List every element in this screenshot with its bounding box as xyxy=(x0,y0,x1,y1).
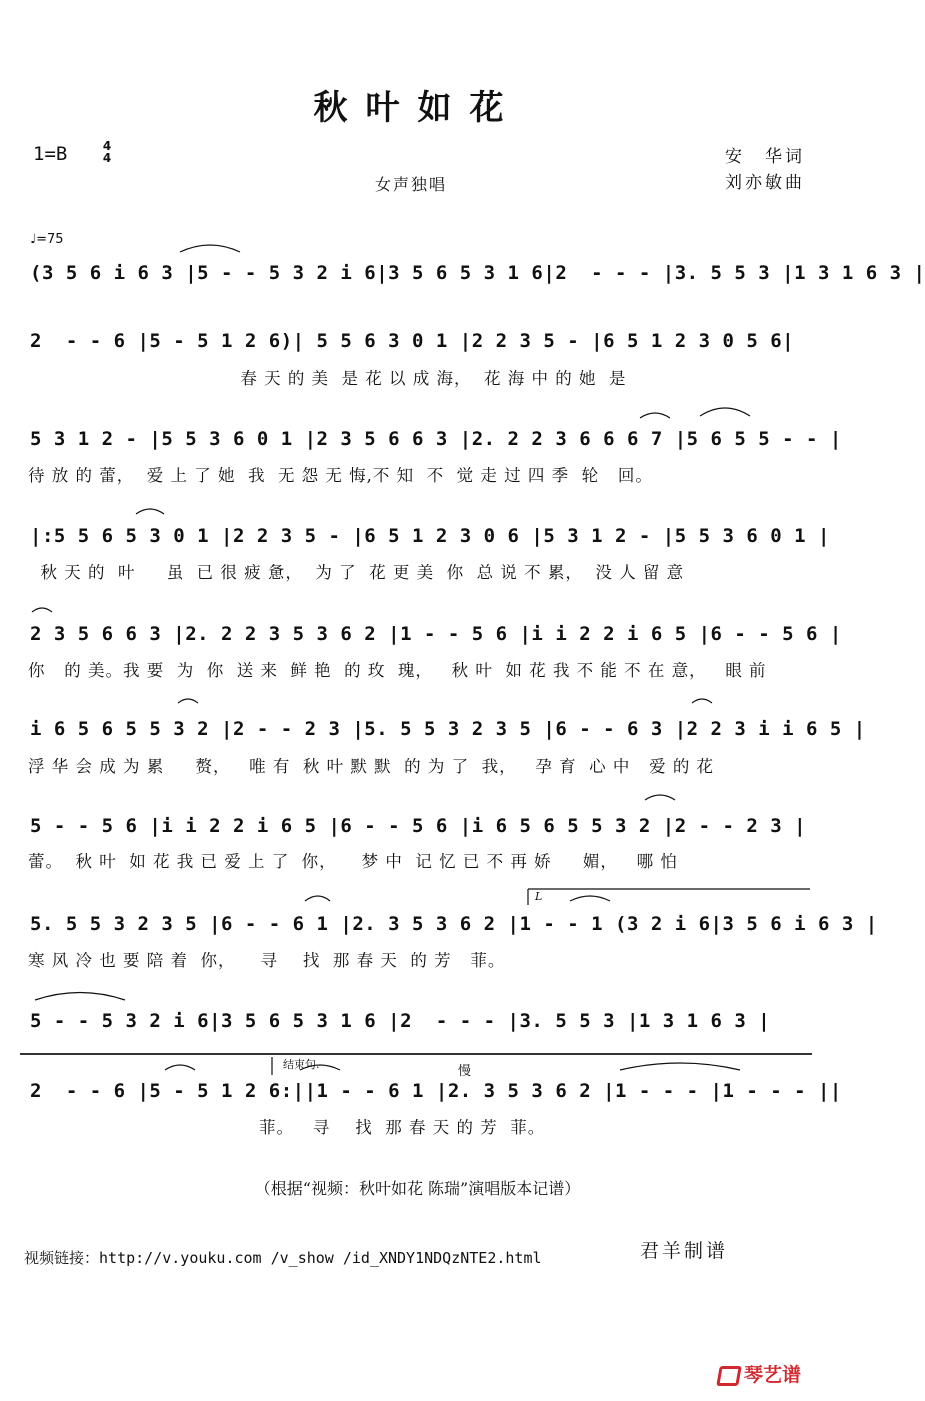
tempo-mark: ♩=75 xyxy=(30,232,64,247)
score-line-9-notes: 5 - - 5 3 2 i 6|3 5 6 5 3 1 6 |2 - - - |3. 5 5 3 |1 3 1 6 3 | xyxy=(30,1010,771,1032)
video-link-label: 视频链接： xyxy=(24,1249,100,1267)
transcription-note: （根据“视频：秋叶如花 陈瑞”演唱版本记谱） xyxy=(254,1179,581,1198)
score-line-2-notes: 2 - - 6 |5 - 5 1 2 6)| 5 5 6 3 0 1 |2 2 3 5 - |6 5 1 2 3 0 5 6| xyxy=(30,330,795,352)
ending-label: 结束句. xyxy=(283,1058,320,1071)
time-signature-bottom: 4 xyxy=(102,151,112,165)
score-line-6-lyrics: 浮 华 会 成 为 累 赘， 唯 有 秋 叶 默 默 的 为 了 我， 孕 育 心 中 爱 的 花 xyxy=(28,757,715,776)
page-title: 秋叶如花 xyxy=(313,88,522,128)
score-line-4-lyrics: 秋 天 的 叶 虽 已 很 疲 惫， 为 了 花 更 美 你 总 说 不 累， 没 人 留 意 xyxy=(28,563,685,582)
logo-text: 琴艺谱 xyxy=(744,1364,802,1386)
score-line-7-notes: 5 - - 5 6 |i i 2 2 i 6 5 |6 - - 5 6 |i 6 5 6 5 5 3 2 |2 - - 2 3 | xyxy=(30,815,807,837)
score-line-5-lyrics: 你 的 美。我 要 为 你 送 来 鲜 艳 的 玫 瑰， 秋 叶 如 花 我 不 能 不 在 意， 眼 前 xyxy=(28,661,767,680)
score-line-8-lyrics: 寒 风 冷 也 要 陪 着 你， 寻 找 那 春 天 的 芳 菲。 xyxy=(28,951,506,970)
composer: 刘亦敏曲 xyxy=(725,173,805,193)
transcriber-signature: 君羊制谱 xyxy=(640,1240,729,1262)
key-signature: 1=B xyxy=(33,143,68,165)
site-logo[interactable] xyxy=(718,1360,801,1387)
video-link[interactable] xyxy=(24,1247,542,1268)
singer: 女声独唱 xyxy=(375,175,448,194)
score-line-2-lyrics: 春 天 的 美 是 花 以 成 海， 花 海 中 的 她 是 xyxy=(28,369,627,388)
slow-mark: 慢 xyxy=(458,1064,472,1079)
lyricist: 安 华词 xyxy=(725,147,805,167)
score-line-1-notes: (3 5 6 i 6 3 |5 - - 5 3 2 i 6|3 5 6 5 3 1 6|2 - - - |3. 5 5 3 |1 3 1 6 3 | xyxy=(30,262,925,284)
score-line-4-notes: |:5 5 6 5 3 0 1 |2 2 3 5 - |6 5 1 2 3 0 6 |5 3 1 2 - |5 5 3 6 0 1 | xyxy=(30,525,830,547)
volta-mark: L xyxy=(535,890,543,903)
score-line-10-notes: 2 - - 6 |5 - 5 1 2 6:||1 - - 6 1 |2. 3 5 3 6 2 |1 - - - |1 - - - || xyxy=(30,1080,842,1102)
score-line-8-notes: 5. 5 5 3 2 3 5 |6 - - 6 1 |2. 3 5 3 6 2 |1 - - 1 (3 2 i 6|3 5 6 i 6 3 | xyxy=(30,913,878,935)
score-line-10-lyrics: 菲。 寻 找 那 春 天 的 芳 菲。 xyxy=(28,1118,546,1137)
logo-icon xyxy=(716,1366,742,1386)
score-line-3-lyrics: 待 放 的 蕾， 爱 上 了 她 我 无 怨 无 悔,不 知 不 觉 走 过 四 季 轮 回。 xyxy=(28,466,653,485)
score-line-6-notes: i 6 5 6 5 5 3 2 |2 - - 2 3 |5. 5 5 3 2 3 5 |6 - - 6 3 |2 2 3 i i 6 5 | xyxy=(30,718,866,740)
video-link-url[interactable]: http://v.youku.com /v_show /id_XNDY1NDQzNTE2.html xyxy=(99,1249,542,1267)
score-line-3-notes: 5 3 1 2 - |5 5 3 6 0 1 |2 3 5 6 6 3 |2. 2 2 3 6 6 6 7 |5 6 5 5 - - | xyxy=(30,428,842,450)
score-line-5-notes: 2 3 5 6 6 3 |2. 2 2 3 5 3 6 2 |1 - - 5 6 |i i 2 2 i 6 5 |6 - - 5 6 | xyxy=(30,623,842,645)
time-signature-top: 4 xyxy=(102,139,112,153)
score-line-7-lyrics: 蕾。 秋 叶 如 花 我 已 爱 上 了 你， 梦 中 记 忆 已 不 再 娇 媚， 哪 怕 xyxy=(28,852,678,871)
